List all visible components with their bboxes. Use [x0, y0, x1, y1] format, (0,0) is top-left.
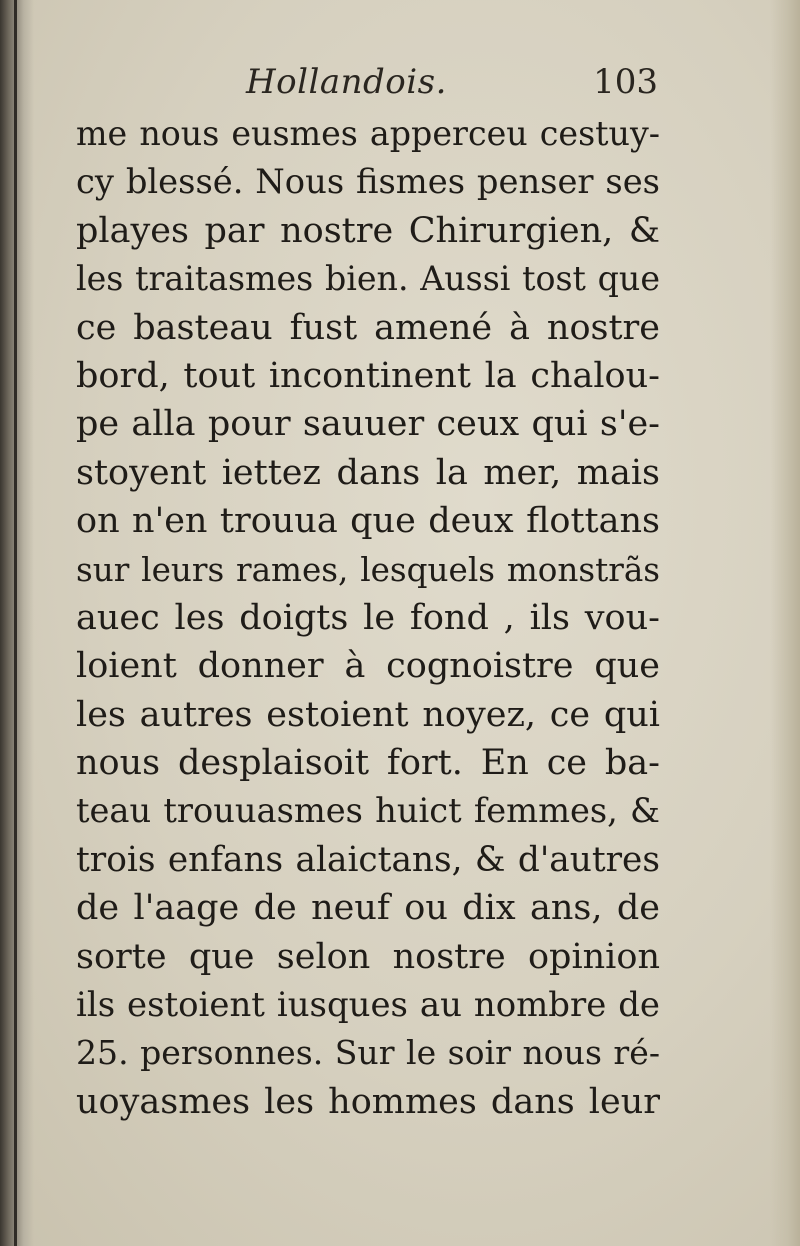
text-line: les autres estoient noyez, ce qui: [76, 694, 660, 735]
text-line: pe alla pour sauuer ceux qui s'e-: [76, 404, 660, 445]
text-line: uoyasmes les hommes dans leur: [76, 1081, 660, 1122]
text-line: trois enfans alaictans, & d'autres: [76, 839, 660, 880]
text-line: de l'aage de neuf ou dix ans, de: [76, 888, 660, 929]
text-line: sur leurs rames, lesquels monstrãs: [76, 550, 660, 589]
binding-gutter: [0, 0, 34, 1246]
text-line: bord, tout incontinent la chalou-: [76, 355, 660, 396]
text-line: sorte que selon nostre opinion: [76, 936, 660, 977]
text-line: playes par nostre Chirurgien, &: [76, 210, 660, 251]
running-title: Hollandois.: [246, 62, 447, 102]
text-line: ce basteau fust amené à nostre: [76, 307, 660, 348]
text-line: les traitasmes bien. Aussi tost que: [76, 259, 660, 299]
page-right-edge: [770, 0, 800, 1246]
page-number: 103: [593, 62, 658, 102]
text-line: 25. personnes. Sur le soir nous ré-: [76, 1033, 660, 1073]
gutter-edge-line: [14, 0, 17, 1246]
text-line: teau trouuasmes huict femmes, &: [76, 791, 660, 831]
text-line: auec les doigts le fond , ils vou-: [76, 597, 660, 638]
text-line: cy blessé. Nous fismes penser ses: [76, 162, 660, 202]
page-header: [78, 62, 658, 106]
text-line: me nous eusmes apperceu cestuy-: [76, 114, 660, 153]
text-line: nous desplaisoit fort. En ce ba-: [76, 743, 660, 784]
text-line: stoyent iettez dans la mer, mais: [76, 452, 660, 493]
body-text: [76, 110, 660, 1126]
text-line: loient donner à cognoistre que: [76, 646, 660, 687]
text-line: on n'en trouua que deux flottans: [76, 501, 660, 542]
text-line: ils estoient iusques au nombre de: [76, 985, 660, 1025]
